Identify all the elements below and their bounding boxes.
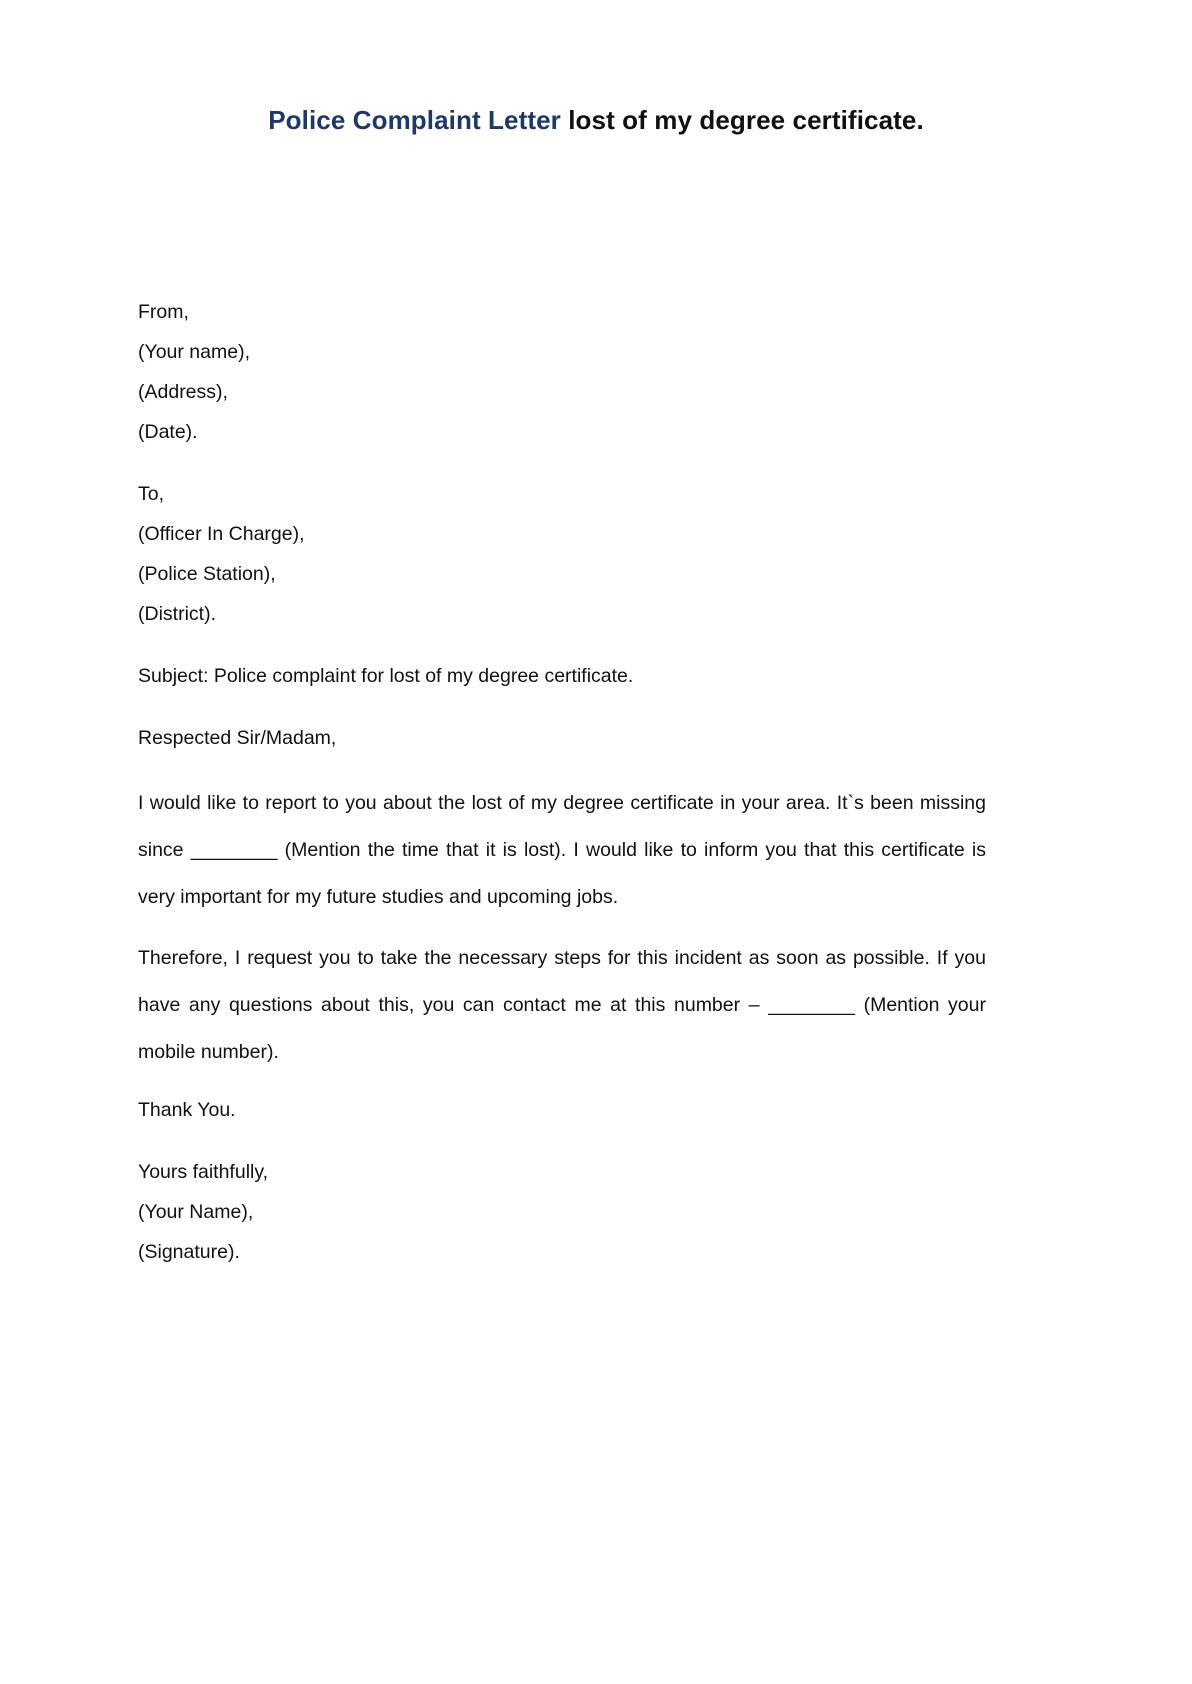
sender-address: (Address), xyxy=(138,381,228,403)
page-title xyxy=(0,0,1192,138)
recipient-station: (Police Station), xyxy=(138,563,276,585)
closing-name: (Your Name), xyxy=(138,1201,254,1223)
sender-label: From, xyxy=(138,301,189,323)
recipient-district: (District). xyxy=(138,603,216,625)
recipient-officer: (Officer In Charge), xyxy=(138,523,305,545)
sender-date: (Date). xyxy=(138,421,198,443)
page-title-rest: lost of my degree certificate. xyxy=(568,105,924,135)
sender-name: (Your name), xyxy=(138,341,251,363)
sender-block xyxy=(138,292,986,452)
subject-line: Subject: Police complaint for lost of my degree certificate. xyxy=(138,665,634,687)
salutation: Respected Sir/Madam, xyxy=(138,727,337,749)
page-title-lead: Police Complaint Letter xyxy=(268,105,569,135)
closing-signature: (Signature). xyxy=(138,1241,240,1263)
thanks-line: Thank You. xyxy=(138,1099,236,1121)
letter-body xyxy=(138,292,986,1294)
salutation-block xyxy=(138,718,986,758)
thanks-block xyxy=(138,1090,986,1130)
paragraph-2: Therefore, I request you to take the necessary steps for this incident as soon as possible. If you have any questions about this, you can contact me at this number – ________ (Mention your mobile number). xyxy=(138,947,986,1063)
closing-valediction: Yours faithfully, xyxy=(138,1161,269,1183)
paragraph-1: I would like to report to you about the lost of my degree certificate in your area. It`s been missing since ________ (Mention the time that it is lost). I would like to inform you that this certificate is very important for my future studies and upcoming jobs. xyxy=(138,792,986,908)
recipient-block xyxy=(138,474,986,634)
subject-block xyxy=(138,656,986,696)
closing-block xyxy=(138,1152,986,1272)
recipient-label: To, xyxy=(138,483,165,505)
